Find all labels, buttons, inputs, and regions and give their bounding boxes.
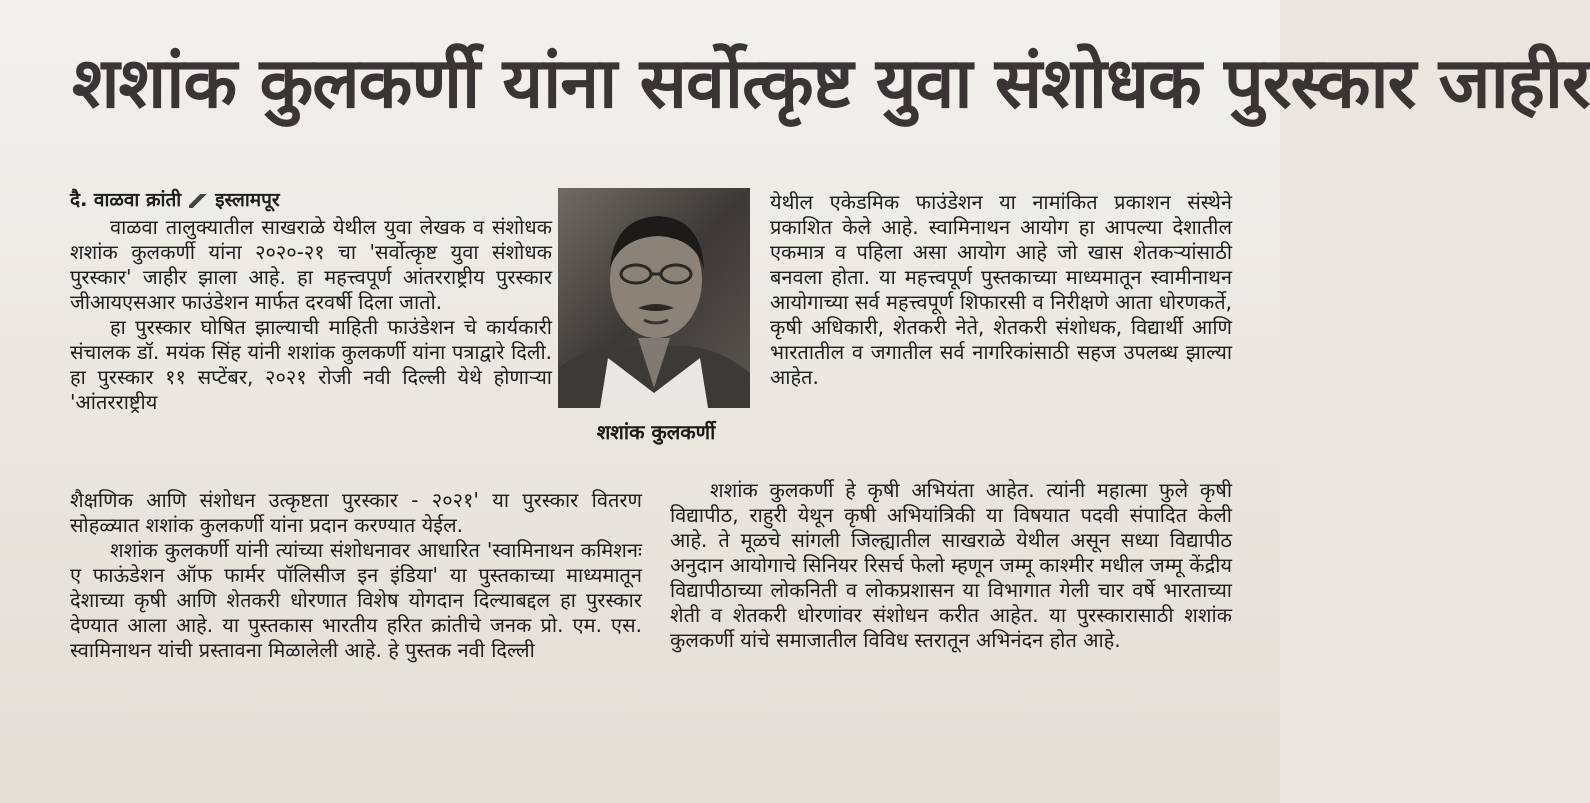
article-column-right — [770, 190, 1232, 390]
paragraph-award-announcement: वाळवा तालुक्यातील साखराळे येथील युवा लेखक व संशोधक शशांक कुलकर्णी यांना २०२०-२१ चा 'सर्वोत्कृष्ट युवा संशोधक पुरस्कार' जाहीर झाला आहे. हा महत्त्वपूर्ण आंतरराष्ट्रीय पुरस्कार जीआयएसआर फाउंडेशन मार्फत दरवर्षी दिला जातो. — [70, 215, 552, 314]
article-column-right-lower — [670, 478, 1232, 653]
dateline — [70, 188, 552, 213]
paragraph-award-ceremony: शैक्षणिक आणि संशोधन उत्कृष्टता पुरस्कार - २०२१' या पुरस्कार वितरण सोहळ्यात शशांक कुलकर्णी यांना प्रदान करण्यात येईल. — [70, 488, 642, 537]
paragraph-publisher: येथील एकेडमिक फाउंडेशन या नामांकित प्रकाशन संस्थेने प्रकाशित केले आहे. स्वामिनाथन आयोग हा आपल्या देशातील एकमात्र व पहिला असा आयोग आहे जो खास शेतकऱ्यांसाठी बनवला होता. या महत्त्वपूर्ण पुस्तकाच्या माध्यमातून स्वामीनाथन आयोगाच्या सर्व महत्त्वपूर्ण शिफारसी व निरीक्षणे आता धोरणकर्ते, कृषी अधिकारी, शेतकरी नेते, शेतकरी संशोधक, विद्यार्थी आणि भारतातील व जगातील सर्व नागरिकांसाठी सहज उपलब्ध झाल्या आहेत. — [770, 190, 1232, 389]
paragraph-book: शशांक कुलकर्णी यांनी त्यांच्या संशोधनावर आधारित 'स्वामिनाथन कमिशनः ए फाऊंडेशन ऑफ फार्मर पॉलिसीज इन इंडिया' या पुस्तकाच्या माध्यमातून देशाच्या कृषी आणि शेतकरी धोरणात विशेष योगदान दिल्याबद्दल हा पुरस्कार देण्यात आला आहे. या पुस्तकास भारतीय हरित क्रांतीचे जनक प्रो. एम. एस. स्वामिनाथन यांची प्रस्तावना मिळालेली आहे. हे पुस्तक नवी दिल्ली — [70, 538, 642, 662]
dateline-separator-icon — [189, 194, 207, 208]
dateline-place: इस्लामपूर — [215, 189, 280, 211]
article-column-left — [70, 188, 552, 415]
article-column-left-lower — [70, 488, 642, 663]
newspaper-name: दै. वाळवा क्रांती — [70, 189, 182, 211]
portrait-photo — [558, 188, 750, 408]
article-headline: शशांक कुलकर्णी यांना सर्वोत्कृष्ट युवा संशोधक पुरस्कार जाहीर — [72, 42, 1590, 124]
photo-caption: शशांक कुलकर्णी — [596, 420, 716, 444]
paragraph-award-info: हा पुरस्कार घोषित झाल्याची माहिती फाउंडेशन चे कार्यकारी संचालक डॉ. मयंक सिंह यांनी शशांक कुलकर्णी यांना पत्राद्वारे दिली. हा पुरस्कार ११ सप्टेंबर, २०२१ रोजी नवी दिल्ली येथे होणाऱ्या 'आंतरराष्ट्रीय — [70, 315, 552, 414]
paragraph-biography: शशांक कुलकर्णी हे कृषी अभियंता आहेत. त्यांनी महात्मा फुले कृषी विद्यापीठ, राहुरी येथून कृषी अभियांत्रिकी या विषयात पदवी संपादित केली आहे. ते मूळचे सांगली जिल्ह्यातील साखराळे येथील असून सध्या विद्यापीठ अनुदान आयोगाचे सिनियर रिसर्च फेलो म्हणून जम्मू काश्मीर मधील जम्मू केंद्रीय विद्यापीठाच्या लोकनिती व लोकप्रशासन या विभागात गेली चार वर्षे भारताच्या शेती व शेतकरी धोरणांवर संशोधन करीत आहेत. या पुरस्कारासाठी शशांक कुलकर्णी यांचे समाजातील विविध स्तरातून अभिनंदन होत आहे. — [670, 478, 1232, 652]
person-portrait-image — [558, 188, 750, 408]
